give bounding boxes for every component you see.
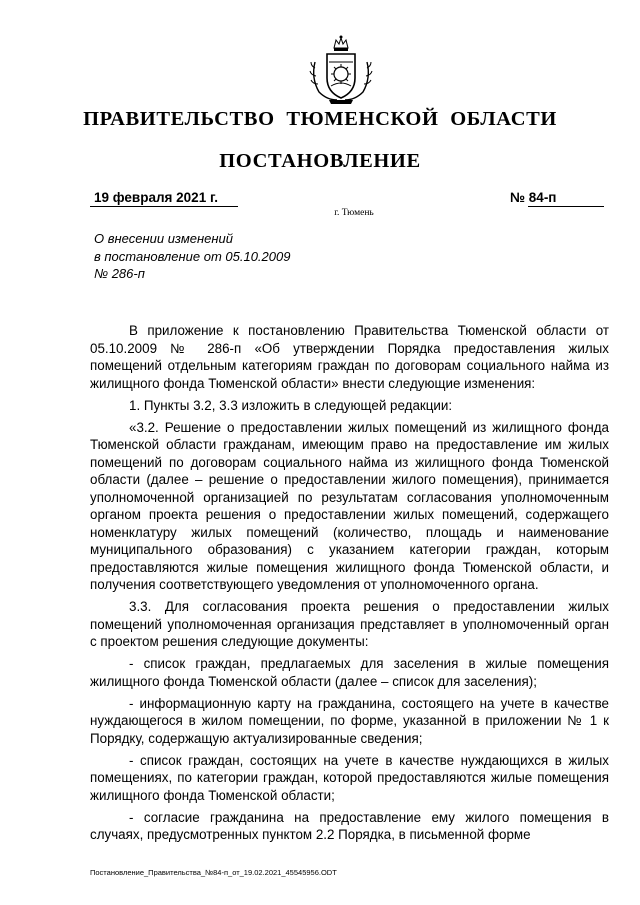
footer-filename: Постановление_Правительства_№84-п_от_19.02.2021_45545956.ODT [90, 868, 337, 877]
subject-line: О внесении изменений [94, 231, 233, 246]
subject-line: в постановление от 05.10.2009 [94, 248, 291, 264]
body-paragraph: - согласие гражданина на предоставление ему жилого помещения в случаях, предусмотренных пунктом 2.2 Порядка, в письменной форме [90, 809, 609, 842]
date-underline [90, 206, 238, 207]
body-paragraph: - список граждан, состоящих на учете в качестве нуждающихся в жилых помещениях, по категории граждан, которой предоставляются жилые помещения жилищного фонда Тюменской области; [90, 752, 609, 803]
document-date: 19 февраля 2021 г. [94, 190, 218, 205]
subject-line: № 286-п [94, 266, 145, 281]
document-body [90, 322, 609, 848]
document-type: ПОСТАНОВЛЕНИЕ [219, 150, 421, 172]
document-subject [94, 230, 290, 283]
government-title: ПРАВИТЕЛЬСТВО ТЮМЕНСКОЙ ОБЛАСТИ [83, 108, 557, 130]
body-paragraph: 3.3. Для согласования проекта решения о предоставлении жилых помещений уполномоченная организация представляет в уполномоченный орган с проектом решения следующие документы: [90, 599, 609, 649]
coat-of-arms-icon [307, 34, 375, 106]
body-paragraph: В приложение к постановлению Правительства Тюменской области от 05.10.2009 № 286-п «Об утверждении Порядка предоставления жилых помещений отдельным категориям граждан по договорам социального найма из жилищного фонда Тюменской области» внести следующие изменения: [90, 323, 609, 391]
body-paragraph: 1. Пункты 3.2, 3.3 изложить в следующей редакции: [129, 397, 453, 413]
body-paragraph: - информационную карту на гражданина, состоящего на учете в качестве нуждающегося в жилом помещении, по форме, указанной в приложении № 1 к Порядку, содержащую актуализированные сведения; [90, 695, 609, 746]
body-paragraph: «3.2. Решение о предоставлении жилых помещений из жилищного фонда Тюменской области гражданам, имеющим право на предоставление им жилых помещений по договорам социального найма из жилищного фонда Тюменской области (далее – решение о предоставлении жилого помещения), принимается уполномоченной организацией по результатам согласования уполномоченным органом проекта решения о предоставлении жилых помещений, содержащего номенклатуру жилых помещений (количество, площадь и наименование муниципального образования) с указанием категории граждан, которым предоставляются жилые помещения жилищного фонда Тюменской области, и получения соответствующего уведомления от уполномоченного органа. [90, 419, 609, 592]
city-label: г. Тюмень [334, 208, 374, 218]
body-paragraph: - список граждан, предлагаемых для заселения в жилые помещения жилищного фонда Тюменской области (далее – список для заселения); [90, 656, 609, 689]
number-underline [528, 206, 604, 207]
document-number: № 84-п [510, 190, 557, 205]
